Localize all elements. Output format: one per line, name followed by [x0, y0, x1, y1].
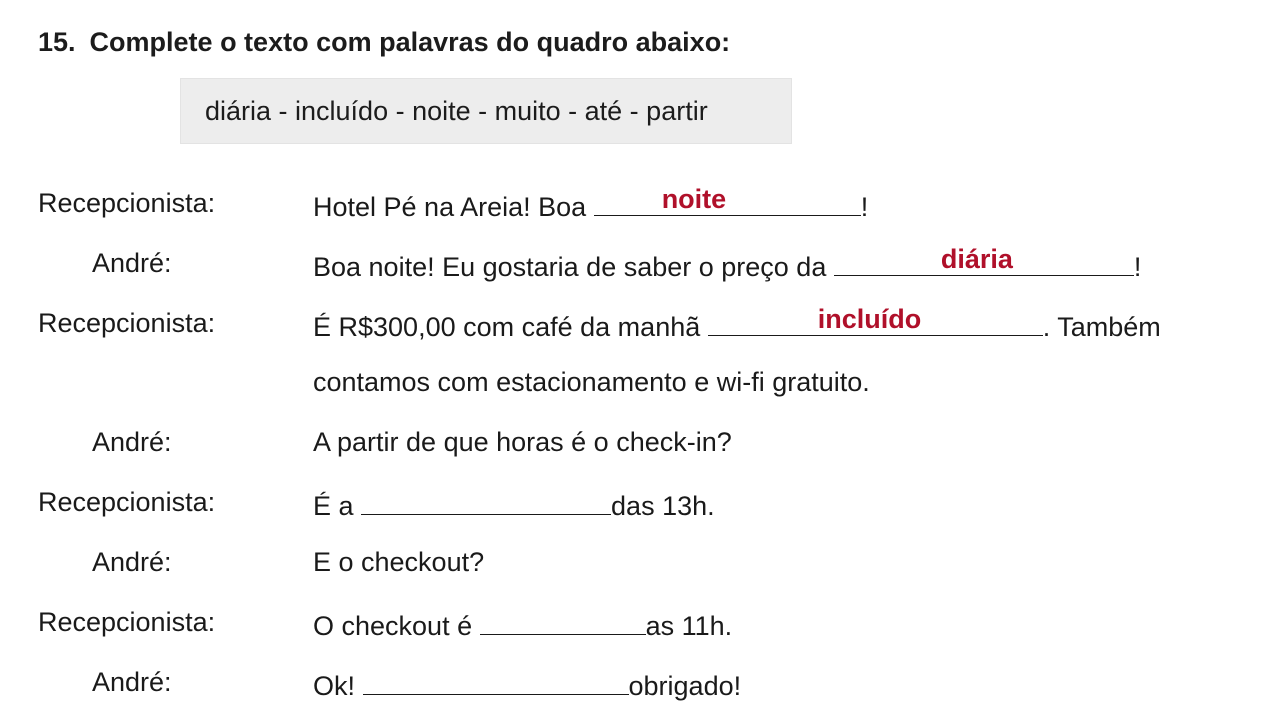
speaker-label: André: — [92, 427, 172, 457]
line-text-before: É a — [313, 491, 362, 521]
speaker-label: André: — [92, 667, 172, 697]
answer-blank[interactable] — [480, 607, 646, 635]
answer-blank[interactable] — [363, 667, 629, 695]
filled-answer: diária — [940, 244, 1013, 274]
line-text-after: ! — [860, 192, 869, 222]
line-text — [313, 244, 1142, 283]
answer-blank[interactable] — [594, 184, 861, 216]
dialogue-line — [0, 367, 1280, 407]
speaker-label: Recepcionista: — [38, 487, 216, 517]
line-text-after: ! — [1133, 252, 1142, 282]
dialogue-line — [0, 304, 1280, 348]
line-text: A partir de que horas é o check-in? — [313, 427, 732, 457]
dialogue-line — [0, 667, 1280, 707]
dialogue-line — [0, 184, 1280, 228]
speaker-label: Recepcionista: — [38, 308, 216, 338]
answer-blank[interactable] — [834, 244, 1134, 276]
word-bank-list: diária - incluído - noite - muito - até - partir — [205, 96, 708, 126]
line-text-before: Ok! — [313, 671, 363, 701]
line-text: contamos com estacionamento e wi-fi gratuito. — [313, 367, 870, 397]
line-text — [313, 487, 715, 522]
dialogue-line — [0, 427, 1280, 467]
line-text-before: O checkout é — [313, 611, 480, 641]
filled-answer: incluído — [817, 304, 922, 334]
line-text-before: Hotel Pé na Areia! Boa — [313, 192, 594, 222]
speaker-label: André: — [92, 547, 172, 577]
answer-blank[interactable] — [708, 304, 1043, 336]
line-text: E o checkout? — [313, 547, 485, 577]
dialogue-line — [0, 547, 1280, 587]
dialogue-line — [0, 487, 1280, 527]
line-text-after: das 13h. — [611, 491, 715, 521]
line-text-after: as 11h. — [645, 611, 733, 641]
exercise-instruction: Complete o texto com palavras do quadro abaixo: — [89, 27, 731, 57]
line-text-after: . Também — [1042, 312, 1161, 342]
exercise-title — [38, 27, 730, 58]
line-text-before: É R$300,00 com café da manhã — [313, 312, 708, 342]
line-text — [313, 607, 732, 642]
speaker-label: Recepcionista: — [38, 188, 216, 218]
line-text — [313, 304, 1161, 343]
speaker-label: André: — [92, 248, 172, 278]
word-bank-box — [180, 78, 792, 144]
answer-blank[interactable] — [361, 487, 611, 515]
filled-answer: noite — [661, 184, 727, 214]
line-text — [313, 667, 741, 702]
line-text-after: obrigado! — [628, 671, 742, 701]
exercise-number: 15. — [38, 27, 76, 57]
line-text — [313, 184, 869, 223]
dialogue-line — [0, 607, 1280, 647]
dialogue-line — [0, 244, 1280, 288]
speaker-label: Recepcionista: — [38, 607, 216, 637]
line-text-before: Boa noite! Eu gostaria de saber o preço da — [313, 252, 834, 282]
